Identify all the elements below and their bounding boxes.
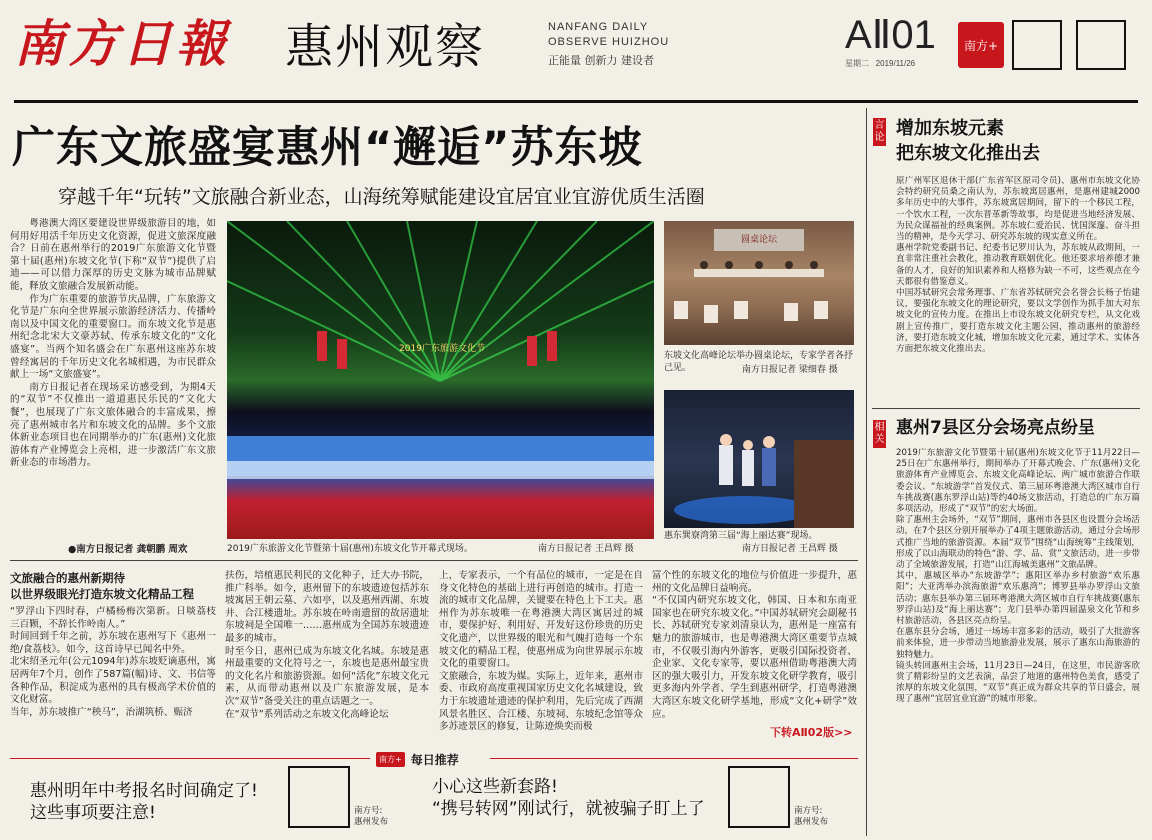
qr-code-icon[interactable] <box>1076 20 1126 70</box>
sidebar-divider <box>872 408 1140 409</box>
forum-photo-caption: 东坡文化高峰论坛举办圆桌论坛，专家学者各抒己见。 <box>664 351 854 373</box>
sidebar-headline: 增加东坡元素 把东坡文化推出去 <box>896 118 1040 164</box>
main-photo <box>227 221 654 539</box>
recommend-item-middle[interactable]: 小心这些新套路! “携号转网”刚试行，就被骗子盯上了 <box>432 777 705 819</box>
contest-photo-credit: 南方日报记者 王昌辉 摄 <box>742 544 838 554</box>
section-title: 惠州观察 <box>285 19 486 75</box>
forum-photo-credit: 南方日报记者 梁细春 摄 <box>742 365 838 375</box>
article-column-1: “罗浮山下四时春，卢橘杨梅次第新。日啖荔枝三百颗，不辞长作岭南人。” 时间回到千年之前，苏东坡在惠州写下《惠州一绝/食荔枝》。如今，这首诗早已闻名中外。 北宋绍圣元年(公元1094年)苏东坡贬谪惠州，寓居两年7个月，创作了587篇(幅)诗、文、书信等各种作品，积淀成为惠州的具有极高学术价值的文化财富。 当年，苏东坡推广“秧马”，治湖筑桥、赈济 <box>10 606 216 718</box>
main-photo-caption: 2019广东旅游文化节暨第十届(惠州)东坡文化节开幕式现场。 <box>227 544 473 554</box>
article-column-4: 富个性的东坡文化的地位与价值进一步提升，惠州的文化品牌日益响亮。 “不仅国内研究东坡文化，韩国、日本和东南亚国家也在研究东坡文化。”中国苏轼研究会副秘书长、苏轼研究专家刘清泉认为，惠州是一座富有魅力的旅游城市，也是粤港澳大湾区重要节点城市，不仅吸引海内外游客，更吸引国际投资者、企业家、文化专家等，要以惠州借助粤港澳大湾区的强大吸引力，开发东坡文化研学教育，吸引更多海内外学者、学生到惠州研学，打造粤港澳大湾区东坡文化研学基地，形成“文化+研学”效应。 <box>652 570 857 720</box>
sidebar-tag: 相关 <box>873 420 886 448</box>
main-photo-credit: 南方日报记者 王昌辉 摄 <box>538 544 634 554</box>
forum-banner: 圆桌论坛 <box>714 229 804 251</box>
masthead-rule <box>14 100 1138 103</box>
page-number: AⅡ01 <box>845 13 936 57</box>
qr-code-icon[interactable] <box>288 766 350 828</box>
recommend-logo: 南方+ <box>376 752 405 767</box>
recommend-label: 每日推荐 <box>410 752 459 767</box>
article-column-3: 上，专家表示，一个有品位的城市，一定是在自身文化特色的基础上进行再创造的城市。打造一流的城市文化品牌，关键要在特色上下工夫。惠州作为苏东坡唯一在粤港澳大湾区寓居过的城市，要保护好、利用好、开发好这份珍贵的历史文化遗产，以世界级的眼光和气魄打造每一个东坡文化的精品工程，使惠州成为向世界展示东坡文化的重要窗口。 文旅融合，东坡为媒。实际上，近年来，惠州市委、市政府高度重视国家历史文化名城建设，致力于东坡遗址遗迹的保护利用，先后完成了西湖风景名胜区、合江楼、东坡祠、东坡纪念馆等众多苏迹景区的修复，让陈迹焕奕而极 <box>439 570 643 733</box>
stage-banner: 2019广东旅游文化节 <box>399 344 485 354</box>
slogan: 正能量 创新力 建设者 <box>548 54 654 67</box>
lead-subhead: 穿越千年“玩转”文旅融合新业态，山海统筹赋能建设宜居宜业宜游优质生活圈 <box>58 186 705 208</box>
english-title: NANFANG DAILY OBSERVE HUIZHOU <box>548 21 670 48</box>
qr-code-icon[interactable] <box>1012 20 1062 70</box>
section-heading: 文旅融合的惠州新期待 以世界级眼光打造东坡文化精品工程 <box>10 571 194 601</box>
forum-photo <box>664 221 854 345</box>
sidebar-headline: 惠州7县区分会场亮点纷呈 <box>896 418 1095 438</box>
article-column-2: 扶伤，培植惠民利民的文化种子，迁大办书院，推广科举。如今，惠州留下的东坡遗迹包括苏东坡寓居王朝云墓、六如亭，以及惠州西湖、东坡井、合江楼遗址。苏东坡在岭南遗留的故居遗址东坡祠是全国唯一……惠州成为全国苏东坡遗迹最多的城市。 时至今日，惠州已成为东坡文化名城。东坡是惠州最重要的文化符号之一，东坡也是惠州最宝贵的文化名片和旅游资源。如何“活化”东坡文化元素，从而带动惠州以及广东旅游发展，是本次“双节”备受关注的重点话题之一。 在“双节”系列活动之东坡文化高峰论坛 <box>225 570 429 720</box>
sidebar-article-1: 原广州军区退休干部(广东省军区原司令员)、惠州市东坡文化协会特约研究员桑之南认为，苏东坡寓居惠州，是惠州建城2000多年历史中的大事件，苏东坡寓居期间，留下的一个移民工程，一个饮水工程，一次东晋革新等故事，均是促进当地经济发展、为民众谋福祉的经典案例。苏东坡仁爱治民、忧国深邃、奋斗担当的精神，是今天学习、研究苏东坡的现实意义所在。 惠州学院党委副书记、纪委书记罗川认为，苏东坡从政期间，一直非常注重社会教化，推动教育联姻优化。他还要求培养德才兼备的人才，良好的知识素养和人格修为缺一不可，这些观点在今天都很有借鉴意义。 中国苏轼研究会常务理事、广东省苏轼研究会名誉会长杨子怡建议，要强化东坡文化的理论研究，要以文学创作为抓手加大对东坡文化的宣传力度。在推出上市设东坡文化研究专栏，从文化戏剧上宣传推广，要打造东坡文化主题公园，推动惠州的旅游经济，要打造东坡文化城，增加东坡文化元素，通过学术、实体各方面把东坡文化推出去。 <box>896 176 1140 355</box>
sidebar-article-2: 2019广东旅游文化节暨第十届(惠州)东坡文化节于11月22日—25日在广东惠州举行，期间举办了开幕式晚会、广东(惠州)文化旅游体育产业博览会、东坡文化高峰论坛、两广城市旅游合作联委会议、“东坡游学”首发仪式、第三届环粤港澳大湾区城市自行车挑战赛(惠东罗浮山站)等约40场文旅活动，打造总的广东万篇多项活动，形成了“双节”的宏大场面。 除了惠州主会场外，“双节”期间，惠州市各县区也设置分会场活动，在7个县区分别开展举办了4项主题旅游活动，通过分会场形式推广当地的旅游资源。本届“双节”围绕“山海统筹”主线策划，形成了以山海联动的特色“游、学、品、赏”文旅活动，进一步带动了全域旅游发展，打造“山江海城美惠州”文旅品牌。 其中，惠城区举办“东坡游学”；惠阳区举办乡村旅游“欢乐惠阳”；大亚湾举办滨海旅游“欢乐惠湾”；博罗县举办罗浮山文旅活动；惠东县举办第三届环粤港澳大湾区城市自行车挑战赛(惠东罗浮山站)及“海上丽达赛”；龙门县举办第四届温泉文化节和乡村旅游活动，各县区亮点纷呈。 在惠东县分会场，通过一场场丰富多彩的活动，吸引了大批游客前来体验，进一步带动当地旅游业发展，展示了惠东山海旅游的独特魅力。 镜头转回惠州主会场，11月23日—24日，在这里，市民游客欣赏了精彩纷呈的文艺表演，品尝了地道的惠州特色美食，感受了浓厚的东坡文化氛围，“双节”真正成为群众共享的节日盛会，展现了惠州“宜居宜业宜游”的城市形象。 <box>896 448 1140 705</box>
byline: ●南方日报记者 龚朝鹏 周欢 <box>68 544 188 555</box>
qr-code-icon[interactable] <box>728 766 790 828</box>
dateline: 星期二 2019/11/26 <box>845 59 916 68</box>
lead-intro: 粤港澳大湾区要建设世界级旅游目的地，如何用好用活千年历史文化资源，促进文旅深度融合？日前在惠州举行的2019广东旅游文化节暨第十届(惠州)东坡文化节(下称“双节”)提供了启迪——可以借力深厚的历史文脉为城市品牌赋能，释放文旅融合发展新动能。 作为广东重要的旅游节庆品牌，广东旅游文化节是广东向全世界展示旅游经济活力、传播岭南以及中国文化的重要窗口。而东坡文化节是惠州纪念北宋大文豪苏轼、传承东坡文化的“文化盛宴”。当两个知名盛会在广东惠州这座苏东坡曾经寓居的千年历史文化名城相遇，为市民群众献上一场“文旅盛宴”。 南方日报记者在现场采访感受到，为期4天的“双节”不仅推出一道道惠民乐民的“文化大餐”，也展现了广东文旅体融合的丰富成果，擦亮了惠州城市名片和东坡文化的品牌。多个文旅体新业态项目也在同期举办的广东(惠州)文化旅游体育产业博览会上亮相，进一步激活广东文旅新业态的市场潜力。 <box>10 218 216 469</box>
section-divider <box>10 560 858 561</box>
qr-label: 南方号: 惠州发布 <box>354 806 389 827</box>
contest-photo <box>664 390 854 528</box>
qr-label: 南方号: 惠州发布 <box>794 806 829 827</box>
recommend-header <box>370 748 490 770</box>
recommend-item-left[interactable]: 惠州明年中考报名时间确定了! 这些事项要注意! <box>30 781 258 823</box>
newspaper-logo: 南方日報 <box>14 14 230 73</box>
lead-headline: 广东文旅盛宴惠州“邂逅”苏东坡 <box>12 123 643 173</box>
sidebar-tag: 言论 <box>873 118 886 146</box>
column-divider <box>866 108 867 836</box>
app-logo[interactable]: 南方+ <box>958 22 1004 68</box>
contest-photo-caption: 惠东巽寮湾第三届“海上丽达赛”现场。 <box>664 531 818 541</box>
continue-link[interactable]: 下转AⅡ02版>> <box>770 726 853 739</box>
